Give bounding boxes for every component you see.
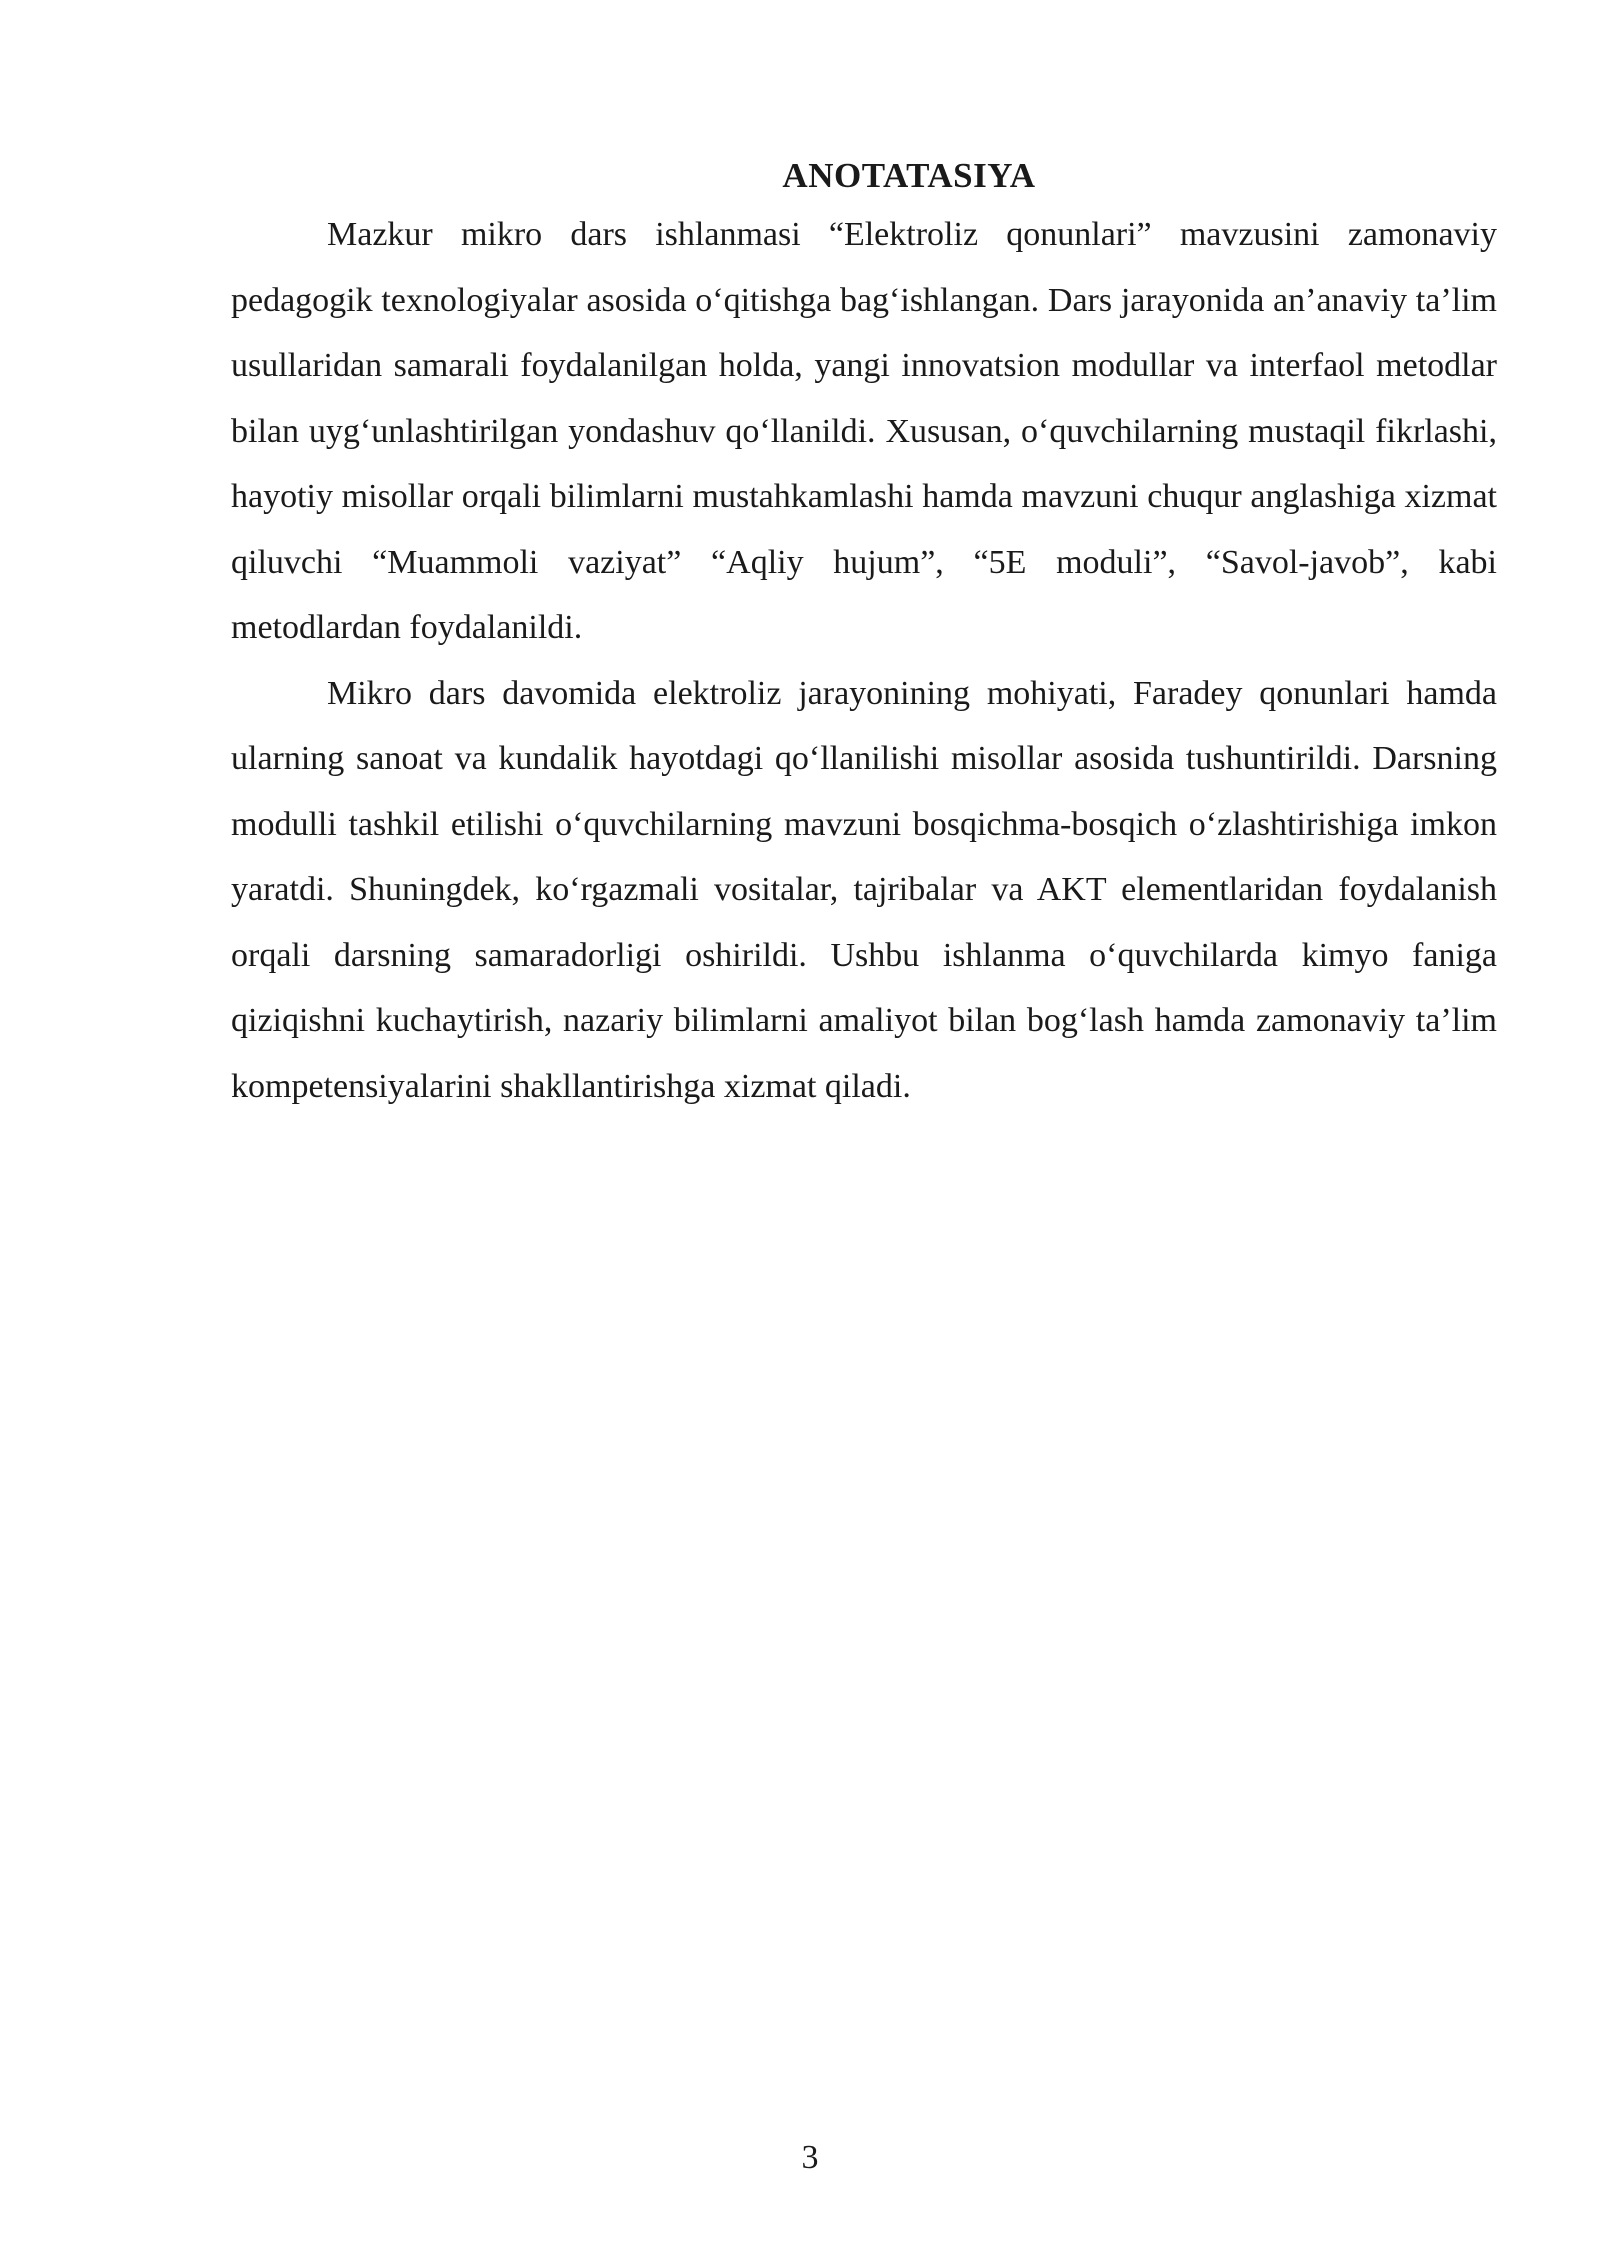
body-paragraph-2: Mikro dars davomida elektroliz jarayonining mohiyati, Faradey qonunlari hamda ularning sanoat va kundalik hayotdagi qo‘llanilishi misollar asosida tushuntirildi. Darsning modulli tashkil etilishi o‘quvchilarning mavzuni bosqichma-bosqich o‘zlashtirishiga imkon yaratdi. Shuningdek, ko‘rgazmali vositalar, tajribalar va AKT elementlaridan foydalanish orqali darsning samaradorligi oshirildi. Ushbu ishlanma o‘quvchilarda kimyo faniga qiziqishni kuchaytirish, nazariy bilimlarni amaliyot bilan bog‘lash hamda zamonaviy ta’lim kompetensiyalarini shakllantirishga xizmat qiladi. xyxy=(231,674,1497,1105)
body-paragraph-1: Mazkur mikro dars ishlanmasi “Elektroliz qonunlari” mavzusini zamonaviy pedagogik texnologiyalar asosida o‘qitishga bag‘ishlangan. Dars jarayonida an’anaviy ta’lim usullaridan samarali foydalanilgan holda, yangi innovatsion modullar va interfaol metodlar bilan uyg‘unlashtirilgan yondashuv qo‘llanildi. Xususan, o‘quvchilarning mustaqil fikrlashi, hayotiy misollar orqali bilimlarni mustahkamlashi hamda mavzuni chuqur anglashiga xizmat qiluvchi “Muammoli vaziyat” “Aqliy hujum”, “5E moduli”, “Savol-javob”, kabi metodlardan foydalanildi. xyxy=(231,216,1497,646)
page-number: 3 xyxy=(801,2139,819,2176)
section-heading: ANOTATASIYA xyxy=(782,156,1036,195)
page-content xyxy=(231,150,1497,1119)
